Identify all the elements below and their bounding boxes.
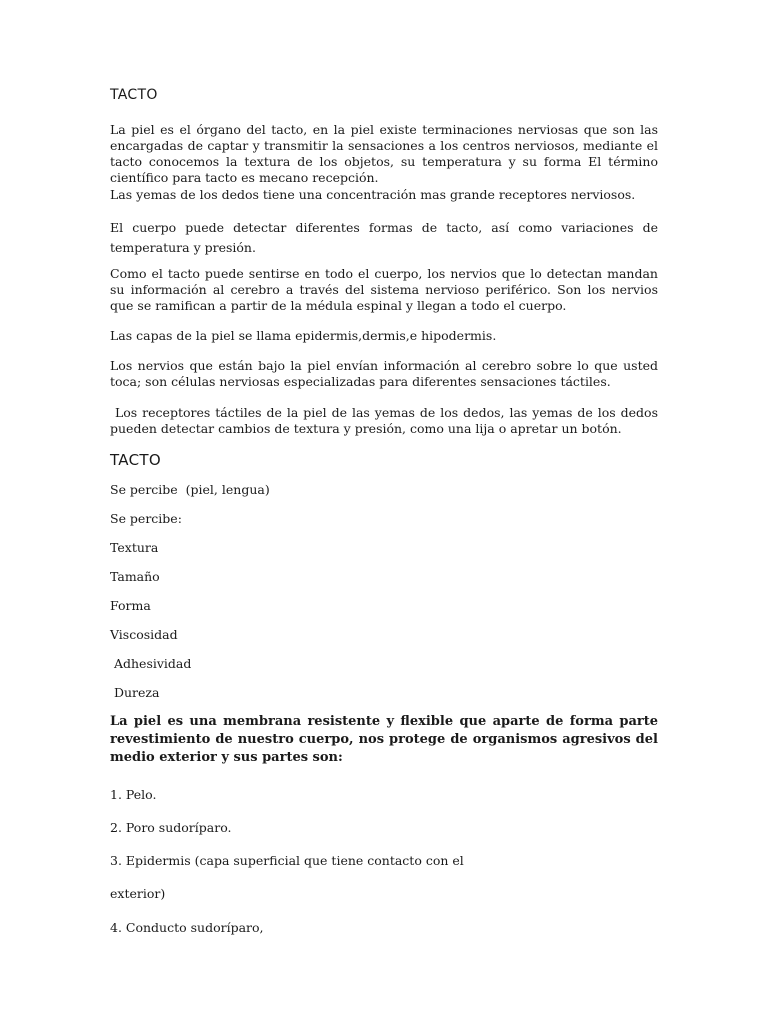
paragraph-receptores: Los receptores táctiles de la piel de las yemas de los dedos, las yemas de los dedos pueden detectar cambios de textura y presión, como una lija o apretar un botón. <box>110 405 662 436</box>
list-item: 2. Poro sudoríparo. <box>110 820 232 835</box>
list-item: Forma <box>110 598 151 613</box>
heading-tacto-2: TACTO <box>110 451 161 469</box>
paragraph-sistema-nervioso: Como el tacto puede sentirse en todo el cuerpo, los nervios que lo detectan mandan su información al cerebro a través del sistema nervioso periférico. Son los nervios que se ramifican a partir de la médula espinal y llegan a todo el cuerpo. <box>110 266 658 313</box>
list-item: Textura <box>110 540 159 555</box>
list-item: Dureza <box>110 685 160 700</box>
list-item: 1. Pelo. <box>110 787 157 802</box>
paragraph-formas: El cuerpo puede detectar diferentes formas de tacto, así como variaciones de temperatura y presión. <box>110 220 658 255</box>
list-item: Adhesividad <box>110 656 192 671</box>
list-item: Se percibe: <box>110 511 182 526</box>
paragraph-piel-membrana: La piel es una membrana resistente y flexible que aparte de forma parte revestimiento de nuestro cuerpo, nos protege de organismos agresivos del medio exterior y sus partes son: <box>110 714 658 765</box>
list-item: Se percibe (piel, lengua) <box>110 482 270 497</box>
list-item: 4. Conducto sudoríparo, <box>110 920 264 935</box>
paragraph-nervios: Los nervios que están bajo la piel envían información al cerebro sobre lo que usted toca; son células nerviosas especializadas para diferentes sensaciones táctiles. <box>110 358 658 389</box>
heading-tacto: TACTO <box>110 87 158 103</box>
list-item: 3. Epidermis (capa superficial que tiene contacto con el <box>110 853 464 868</box>
list-item: Viscosidad <box>110 627 178 642</box>
list-item: Tamaño <box>110 569 160 584</box>
paragraph-capas: Las capas de la piel se llama epidermis,dermis,e hipodermis. <box>110 328 497 343</box>
paragraph-yemas: Las yemas de los dedos tiene una concentración mas grande receptores nerviosos. <box>110 187 636 202</box>
paragraph-intro: La piel es el órgano del tacto, en la piel existe terminaciones nerviosas que son las encargadas de captar y transmitir la sensaciones a los centros nerviosos, mediante el tacto conocemos la textura de los objetos, su temperatura y su forma El término científico para tacto es mecano recepción. <box>110 122 658 185</box>
list-item: exterior) <box>110 886 166 901</box>
